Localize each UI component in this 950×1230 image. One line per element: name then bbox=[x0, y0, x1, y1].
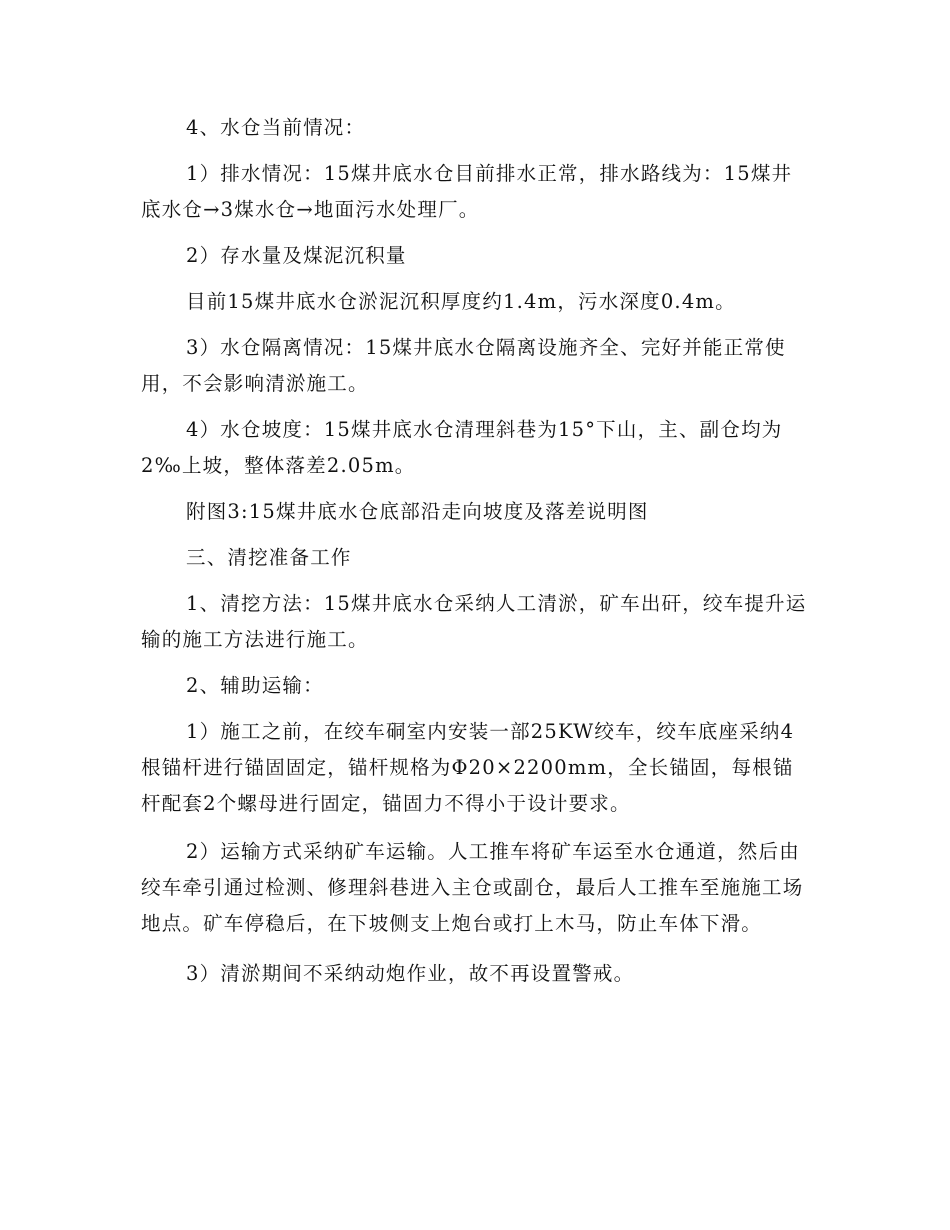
paragraph-drainage: 1）排水情况：15煤井底水仓目前排水正常，排水路线为：15煤井底水仓→3煤水仓→地面污水处理厂。 bbox=[141, 162, 793, 221]
paragraph-no-blasting: 3）清淤期间不采纳动炮作业，故不再设置警戒。 bbox=[186, 962, 635, 985]
section-heading-auxiliary-transport: 2、辅助运输： bbox=[186, 674, 324, 697]
figure-caption: 附图3:15煤井底水仓底部沿走向坡度及落差说明图 bbox=[186, 500, 649, 523]
paragraph-method: 1、清挖方法：15煤井底水仓采纳人工清淤，矿车出矸，绞车提升运输的施工方法进行施工。 bbox=[141, 592, 807, 651]
paragraph-winch-installation: 1）施工之前，在绞车硐室内安装一部25KW绞车，绞车底座采纳4根锚杆进行锚固固定，锚杆规格为Φ20×2200mm，全长锚固，每根锚杆配套2个螺母进行固定，锚固力不得小于设计要求。 bbox=[141, 720, 795, 815]
paragraph-sediment: 目前15煤井底水仓淤泥沉积厚度约1.4m，污水深度0.4m。 bbox=[186, 290, 736, 313]
paragraph-transport-method: 2）运输方式采纳矿车运输。人工推车将矿车运至水仓通道，然后由绞车牵引通过检测、修理斜巷进入主仓或副仓，最后人工推车至施施工场地点。矿车停稳后，在下坡侧支上炮台或打上木马，防止车体下滑。 bbox=[141, 840, 804, 935]
paragraph-storage-heading: 2）存水量及煤泥沉积量 bbox=[186, 244, 407, 267]
section-heading-preparation: 三、清挖准备工作 bbox=[186, 546, 352, 569]
section-heading-water-sump-status: 4、水仓当前情况： bbox=[186, 116, 366, 139]
document-body bbox=[141, 110, 811, 992]
paragraph-slope: 4）水仓坡度：15煤井底水仓清理斜巷为15°下山，主、副仓均为2‰上坡，整体落差2.05m。 bbox=[141, 418, 783, 477]
paragraph-isolation: 3）水仓隔离情况：15煤井底水仓隔离设施齐全、完好并能正常使用，不会影响清淤施工。 bbox=[141, 336, 786, 395]
